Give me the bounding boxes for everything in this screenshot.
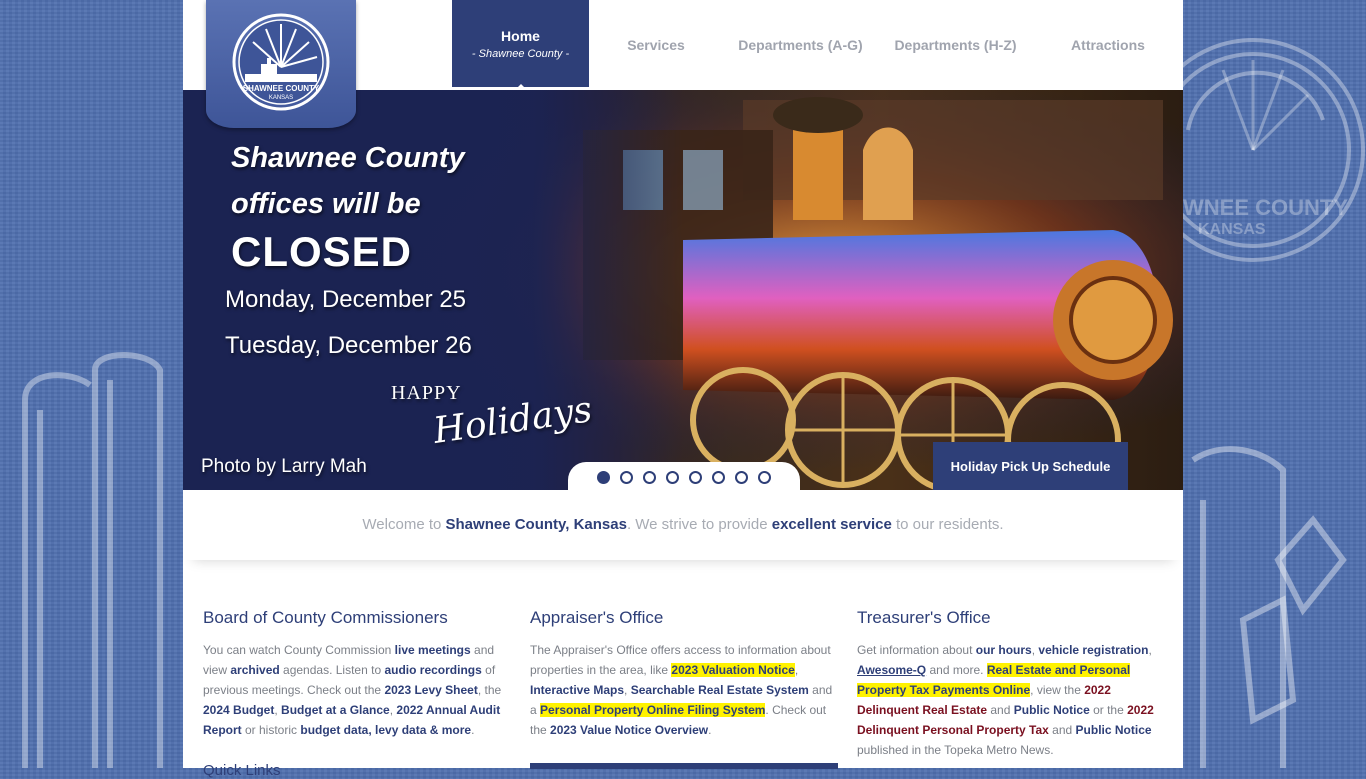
interactive-maps-link[interactable]: Interactive Maps bbox=[530, 683, 625, 697]
hero-closed: CLOSED bbox=[231, 228, 413, 275]
appraiser-title: Appraiser's Office bbox=[530, 608, 664, 627]
treasurer-title: Treasurer's Office bbox=[857, 608, 991, 627]
welcome-text: Welcome to bbox=[362, 516, 446, 533]
slide-dot-7[interactable] bbox=[735, 471, 748, 484]
background-watermark-seal bbox=[1183, 0, 1366, 768]
welcome-county-link[interactable]: Shawnee County, Kansas bbox=[445, 516, 627, 533]
slideshow-pager bbox=[568, 462, 800, 490]
welcome-text: to our residents. bbox=[891, 516, 1004, 533]
nav-home-sublabel: - Shawnee County - bbox=[471, 47, 570, 60]
photo-credit: Photo by Larry Mah bbox=[201, 456, 367, 477]
site-header bbox=[183, 0, 1183, 101]
our-hours-link[interactable]: our hours bbox=[975, 643, 1032, 657]
hero-date-2: Tuesday, December 26 bbox=[225, 332, 472, 359]
personal-property-filing-link[interactable]: Personal Property Online Filing System bbox=[540, 703, 766, 717]
background-building-art bbox=[0, 340, 183, 768]
delinquent-personal-property-link[interactable]: 2022 Delinquent Personal Property Tax bbox=[857, 703, 1154, 737]
awesome-q-link[interactable]: Awesome-Q bbox=[857, 663, 927, 677]
main-nav bbox=[452, 0, 1183, 90]
svg-text:KANSAS: KANSAS bbox=[268, 95, 294, 101]
real-estate-search-link[interactable]: Searchable Real Estate System bbox=[630, 683, 809, 697]
nav-dept-ag-label: Departments (A-G) bbox=[738, 37, 863, 53]
nav-attractions-label: Attractions bbox=[1071, 37, 1145, 53]
svg-text:SHAWNEE COUNTY: SHAWNEE COUNTY bbox=[242, 84, 320, 93]
page-container bbox=[183, 0, 1183, 779]
treasurer-section bbox=[857, 608, 1167, 760]
slide-dot-3[interactable] bbox=[643, 471, 656, 484]
board-title: Board of County Commissioners bbox=[203, 608, 448, 627]
hero-holidays: Holidays bbox=[430, 389, 595, 452]
live-meetings-link[interactable]: live meetings bbox=[394, 643, 471, 657]
historic-data-link[interactable]: budget data, levy data & more bbox=[300, 723, 472, 737]
nav-services-label: Services bbox=[627, 37, 685, 53]
slide-dot-6[interactable] bbox=[712, 471, 725, 484]
appraiser-action-bar[interactable] bbox=[530, 763, 838, 769]
delinquent-real-estate-link[interactable]: 2022 Delinquent Real Estate bbox=[857, 683, 1111, 717]
quick-links-heading: Quick Links bbox=[203, 762, 281, 779]
welcome-text: . We strive to provide bbox=[626, 516, 772, 533]
nav-home-label: Home bbox=[501, 27, 540, 44]
hero-line-1: Shawnee County bbox=[231, 142, 465, 174]
hero-date-1: Monday, December 25 bbox=[225, 286, 467, 313]
nav-attractions[interactable] bbox=[1033, 0, 1183, 90]
slide-dot-1[interactable] bbox=[597, 471, 610, 484]
welcome-banner bbox=[183, 490, 1183, 560]
valuation-notice-link[interactable]: 2023 Valuation Notice bbox=[671, 663, 795, 677]
nav-services[interactable] bbox=[589, 0, 723, 90]
hero-happy: HAPPY bbox=[391, 382, 462, 404]
nav-departments-a-g[interactable] bbox=[723, 0, 878, 90]
hero-line-2: offices will be bbox=[231, 188, 421, 220]
svg-text:KANSAS: KANSAS bbox=[1198, 221, 1266, 238]
welcome-service-link[interactable]: excellent service bbox=[771, 516, 892, 533]
nav-departments-h-z[interactable] bbox=[878, 0, 1033, 90]
slide-dot-2[interactable] bbox=[620, 471, 633, 484]
hero-slideshow[interactable] bbox=[183, 90, 1183, 490]
archived-link[interactable]: archived bbox=[230, 663, 280, 677]
nav-home[interactable] bbox=[452, 0, 589, 90]
slide-dot-4[interactable] bbox=[666, 471, 679, 484]
appraiser-section bbox=[530, 608, 840, 740]
budget-link[interactable]: 2024 Budget bbox=[203, 703, 275, 717]
public-notice-link-1[interactable]: Public Notice bbox=[1013, 703, 1090, 717]
county-logo[interactable] bbox=[206, 0, 356, 128]
audio-recordings-link[interactable]: audio recordings bbox=[384, 663, 482, 677]
audit-report-link[interactable]: 2022 Annual Audit Report bbox=[203, 703, 501, 737]
svg-text:WNEE COUNTY: WNEE COUNTY bbox=[1183, 195, 1348, 220]
slide-dot-5[interactable] bbox=[689, 471, 702, 484]
holiday-pickup-button[interactable]: Holiday Pick Up Schedule bbox=[933, 442, 1128, 490]
county-seal-icon bbox=[231, 12, 331, 112]
treasurer-text: Get information about our hours, vehicle registration, Awesome-Q and more. Real Estate and Personal Property Tax Payments Online, view the 2022 Delinquent Real Estate and Public Notice or the 2022 Delinquent Personal Property Tax and Public Notice published in the Topeka Metro News. bbox=[857, 643, 1154, 757]
appraiser-text: The Appraiser's Office offers access to information about properties in the area, like 2023 Valuation Notice, Interactive Maps, Searchable Real Estate System and a Personal Property Online Filing System. Check out the 2023 Value Notice Overview. bbox=[530, 643, 833, 737]
value-notice-overview-link[interactable]: 2023 Value Notice Overview bbox=[550, 723, 709, 737]
levy-sheet-link[interactable]: 2023 Levy Sheet bbox=[384, 683, 478, 697]
budget-glance-link[interactable]: Budget at a Glance bbox=[281, 703, 390, 717]
tax-payments-online-link[interactable]: Real Estate and Personal Property Tax Payments Online bbox=[857, 663, 1131, 697]
board-commissioners-section bbox=[203, 608, 513, 740]
public-notice-link-2[interactable]: Public Notice bbox=[1075, 723, 1152, 737]
slide-dot-8[interactable] bbox=[758, 471, 771, 484]
nav-dept-hz-label: Departments (H-Z) bbox=[894, 37, 1017, 53]
vehicle-registration-link[interactable]: vehicle registration bbox=[1038, 643, 1149, 657]
board-text: You can watch County Commission live meetings and view archived agendas. Listen to audio recordings of previous meetings. Check out the 2023 Levy Sheet, the 2024 Budget, Budget at a Glance, 2022 Annual Audit Report or historic budget data, levy data & more. bbox=[203, 643, 502, 737]
